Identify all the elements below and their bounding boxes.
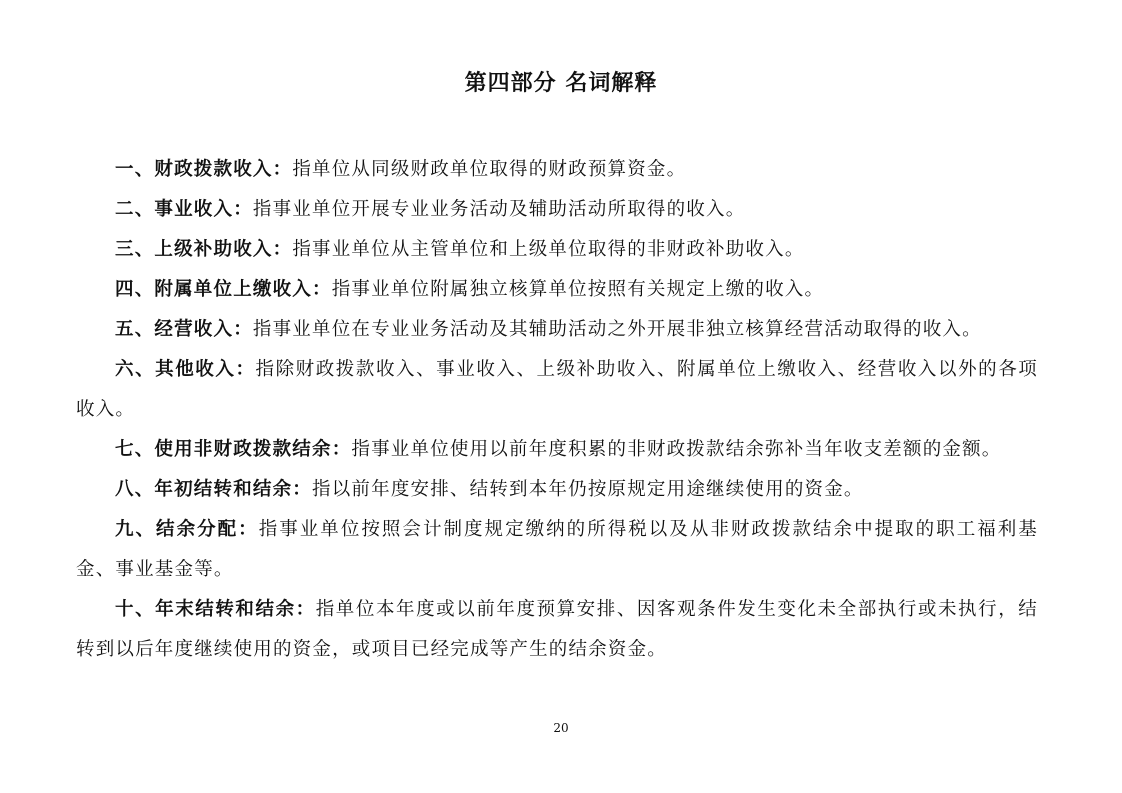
definition-term: 五、经营收入： [115, 319, 253, 340]
definition-term: 七、使用非财政拨款结余： [115, 439, 352, 460]
definition-term: 八、年初结转和结余： [115, 479, 313, 500]
definition-text: 指单位从同级财政单位取得的财政预算资金。 [292, 159, 687, 180]
definition-term: 六、其他收入： [115, 359, 256, 380]
definition-term: 一、财政拨款收入： [115, 159, 293, 180]
definition-term: 九、结余分配： [115, 519, 259, 540]
definition-term: 二、事业收入： [115, 199, 253, 220]
definition-term: 三、上级补助收入： [115, 239, 293, 260]
definition-text: 指事业单位按照会计制度规定缴纳的所得税以及从非财政拨款结余中提取的职工福利基金、事业基金等。 [76, 519, 1039, 580]
definition-text: 指事业单位使用以前年度积累的非财政拨款结余弥补当年收支差额的金额。 [351, 439, 1002, 460]
page-title: 第四部分 名词解释 [464, 70, 658, 96]
definition-item [76, 350, 1038, 430]
definition-text: 指单位本年度或以前年度预算安排、因客观条件发生变化未全部执行或未执行，结转到以后年度继续使用的资金，或项目已经完成等产生的结余资金。 [76, 599, 1038, 660]
definition-text: 指事业单位附属独立核算单位按照有关规定上缴的收入。 [331, 279, 825, 300]
definition-text: 指事业单位在专业业务活动及其辅助活动之外开展非独立核算经营活动取得的收入。 [252, 319, 982, 340]
definitions-list [76, 150, 1038, 670]
definition-item [76, 230, 1038, 270]
definition-item [76, 510, 1038, 590]
definition-text: 指事业单位开展专业业务活动及辅助活动所取得的收入。 [252, 199, 746, 220]
definition-text: 指除财政拨款收入、事业收入、上级补助收入、附属单位上缴收入、经营收入以外的各项收入。 [76, 359, 1038, 420]
definition-item [76, 310, 1038, 350]
definition-term: 四、附属单位上缴收入： [115, 279, 332, 300]
definition-text: 指事业单位从主管单位和上级单位取得的非财政补助收入。 [292, 239, 805, 260]
definition-item [76, 190, 1038, 230]
definition-text: 指以前年度安排、结转到本年仍按原规定用途继续使用的资金。 [312, 479, 864, 500]
definition-term: 十、年末结转和结余： [115, 599, 316, 620]
definition-item [76, 150, 1038, 190]
definition-item [76, 470, 1038, 510]
page-number: 20 [553, 721, 569, 735]
definition-item [76, 430, 1038, 470]
definition-item [76, 590, 1038, 670]
definition-item [76, 270, 1038, 310]
